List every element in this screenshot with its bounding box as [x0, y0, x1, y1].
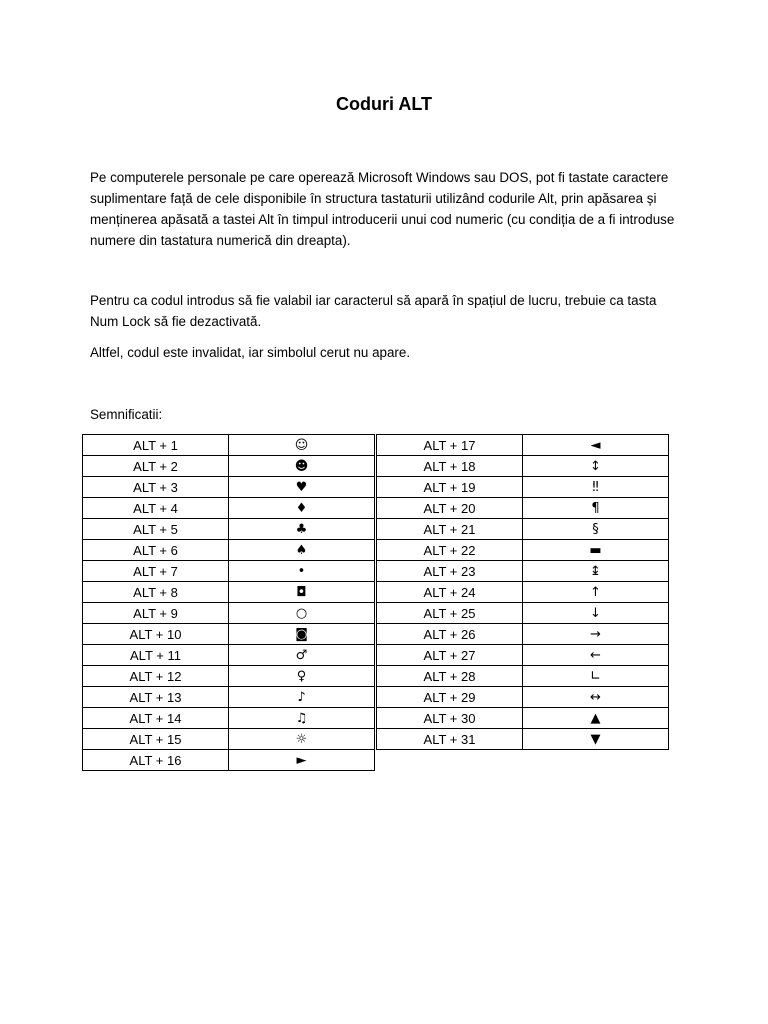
- table-row: [377, 687, 669, 708]
- table-row: [83, 519, 375, 540]
- symbol-cell: ►: [229, 750, 375, 771]
- table-row: [83, 687, 375, 708]
- alt-code-cell: ALT + 18: [377, 456, 523, 477]
- table-row: [83, 750, 375, 771]
- alt-code-cell: ALT + 20: [377, 498, 523, 519]
- symbol-cell: ♫: [229, 708, 375, 729]
- symbol-cell: ☼: [229, 729, 375, 750]
- table-row: [377, 582, 669, 603]
- symbol-cell: ▬: [523, 540, 669, 561]
- table-row: [377, 561, 669, 582]
- symbol-cell: ↔: [523, 687, 669, 708]
- table-row: [83, 666, 375, 687]
- table-row: [83, 561, 375, 582]
- alt-code-cell: ALT + 5: [83, 519, 229, 540]
- alt-code-cell: ALT + 27: [377, 645, 523, 666]
- symbol-cell: ▼: [523, 729, 669, 750]
- alt-code-cell: ALT + 9: [83, 603, 229, 624]
- alt-code-cell: ALT + 14: [83, 708, 229, 729]
- invalid-code-paragraph: Altfel, codul este invalidat, iar simbolul cerut nu apare.: [90, 345, 411, 360]
- table-row: [83, 456, 375, 477]
- symbol-cell: ♣: [229, 519, 375, 540]
- table-row: [83, 708, 375, 729]
- alt-code-cell: ALT + 19: [377, 477, 523, 498]
- symbol-cell: ◙: [229, 624, 375, 645]
- alt-code-cell: ALT + 29: [377, 687, 523, 708]
- symbol-cell: →: [523, 624, 669, 645]
- table-row: [83, 582, 375, 603]
- symbol-cell: §: [523, 519, 669, 540]
- alt-code-cell: ALT + 30: [377, 708, 523, 729]
- alt-code-cell: ALT + 17: [377, 435, 523, 456]
- alt-code-cell: ALT + 6: [83, 540, 229, 561]
- table-row: [83, 624, 375, 645]
- intro-paragraph: Pe computerele personale pe care operează Microsoft Windows sau DOS, pot fi tastate caractere suplimentare față de cele disponibile în structura tastaturii utilizând codurile Alt, prin apăsarea și menținerea apăsată a tastei Alt în timpul introducerii unui cod numeric (cu condiția de a fi introduse numere din tastatura numerică din dreapta).: [90, 170, 675, 248]
- alt-code-cell: ALT + 8: [83, 582, 229, 603]
- table-row: [377, 519, 669, 540]
- alt-code-cell: ALT + 3: [83, 477, 229, 498]
- symbol-cell: ‼: [523, 477, 669, 498]
- alt-code-cell: ALT + 2: [83, 456, 229, 477]
- alt-code-cell: ALT + 28: [377, 666, 523, 687]
- symbol-cell: ↑: [523, 582, 669, 603]
- table-row: [377, 624, 669, 645]
- alt-code-cell: ALT + 1: [83, 435, 229, 456]
- alt-code-cell: ALT + 26: [377, 624, 523, 645]
- symbol-cell: ○: [229, 603, 375, 624]
- alt-code-cell: ALT + 23: [377, 561, 523, 582]
- alt-code-cell: ALT + 7: [83, 561, 229, 582]
- section-label: Semnificatii:: [90, 407, 163, 422]
- symbol-cell: ←: [523, 645, 669, 666]
- symbol-cell: ▲: [523, 708, 669, 729]
- alt-code-cell: ALT + 31: [377, 729, 523, 750]
- symbol-cell: ♠: [229, 540, 375, 561]
- table-row: [377, 540, 669, 561]
- symbol-cell: ♥: [229, 477, 375, 498]
- table-row: [377, 456, 669, 477]
- alt-code-cell: ALT + 16: [83, 750, 229, 771]
- symbol-cell: ¶: [523, 498, 669, 519]
- table-row: [83, 603, 375, 624]
- symbol-cell: ☻: [229, 456, 375, 477]
- table-row: [377, 477, 669, 498]
- symbol-cell: ♂: [229, 645, 375, 666]
- symbol-cell: ☺: [229, 435, 375, 456]
- alt-code-cell: ALT + 4: [83, 498, 229, 519]
- table-row: [377, 435, 669, 456]
- table-row: [377, 666, 669, 687]
- table-row: [377, 708, 669, 729]
- page-title: Coduri ALT: [336, 94, 432, 114]
- alt-code-cell: ALT + 24: [377, 582, 523, 603]
- alt-code-cell: ALT + 22: [377, 540, 523, 561]
- num-lock-paragraph: Pentru ca codul introdus să fie valabil iar caracterul să apară în spațiul de lucru, trebuie ca tasta Num Lock să fie dezactivată.: [90, 293, 657, 329]
- table-row: [377, 498, 669, 519]
- alt-code-cell: ALT + 21: [377, 519, 523, 540]
- alt-code-cell: ALT + 13: [83, 687, 229, 708]
- symbol-cell: ↓: [523, 603, 669, 624]
- table-row: [83, 645, 375, 666]
- table-row: [83, 477, 375, 498]
- symbol-cell: ◄: [523, 435, 669, 456]
- alt-code-cell: ALT + 25: [377, 603, 523, 624]
- table-row: [83, 540, 375, 561]
- alt-code-cell: ALT + 10: [83, 624, 229, 645]
- symbol-cell: ↕: [523, 456, 669, 477]
- alt-code-cell: ALT + 15: [83, 729, 229, 750]
- symbol-cell: ◘: [229, 582, 375, 603]
- table-row: [83, 729, 375, 750]
- symbol-cell: ↨: [523, 561, 669, 582]
- table-row: [377, 729, 669, 750]
- alt-code-cell: ALT + 11: [83, 645, 229, 666]
- alt-codes-table-right: [376, 434, 669, 750]
- symbol-cell: ∟: [523, 666, 669, 687]
- symbol-cell: ♦: [229, 498, 375, 519]
- symbol-cell: ♪: [229, 687, 375, 708]
- table-row: [377, 603, 669, 624]
- alt-code-cell: ALT + 12: [83, 666, 229, 687]
- table-row: [83, 435, 375, 456]
- table-row: [377, 645, 669, 666]
- symbol-cell: •: [229, 561, 375, 582]
- alt-codes-table-left: [82, 434, 375, 771]
- symbol-cell: ♀: [229, 666, 375, 687]
- table-row: [83, 498, 375, 519]
